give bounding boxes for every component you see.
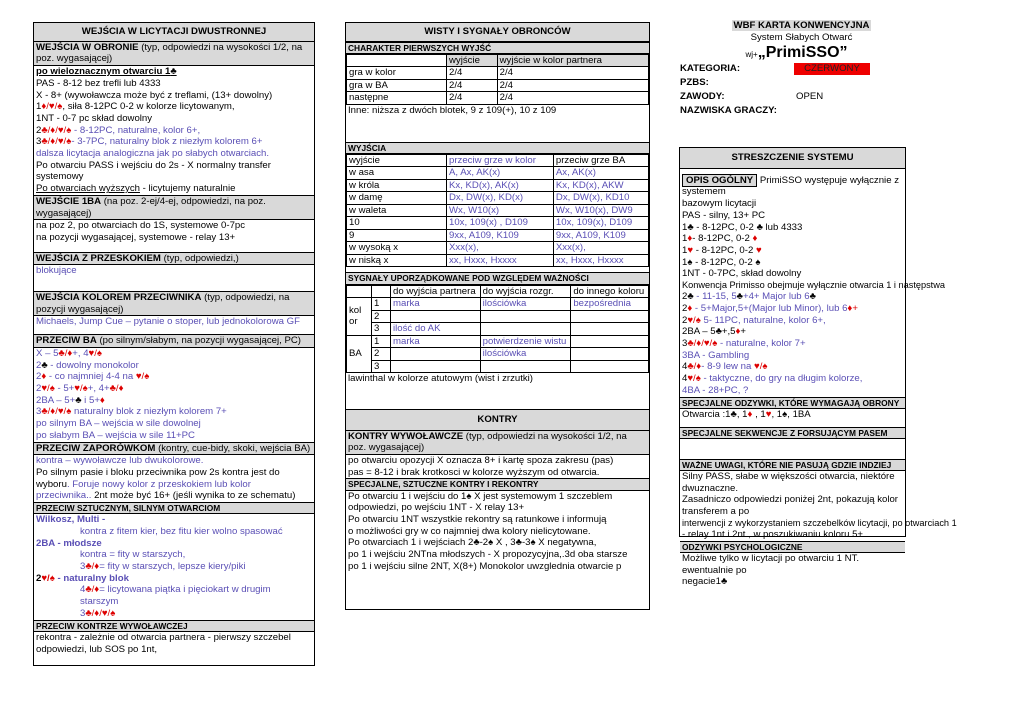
text-line: po 1 i wejściu 2NTna młodszych - X propozycyjna,.3d oba starsze [348, 549, 628, 561]
text-line: 4♣/♦= licytowana piątka i pięciokart w drugim [80, 584, 271, 596]
signals-note: lawinthal w kolorze atutowym (wist i zrzutki) [348, 373, 533, 385]
table-cell: gra w BA [347, 79, 447, 92]
name-prefix: wj+ [745, 50, 758, 60]
table-cell [480, 360, 571, 373]
special-bids-title: SPECJALNE ODZYWKI, KTÓRE WYMAGAJĄ OBRONY [680, 397, 905, 409]
system-name: „PrimiSSO” [757, 44, 848, 62]
table-cell: gra w kolor [347, 67, 447, 80]
doubles-title: KONTRY [346, 409, 649, 431]
text-line: na poz 2, po otwarciach do 1S, systemowe 0-7pc [36, 220, 246, 232]
table-cell: 2/4 [447, 79, 498, 92]
general-text: PrimiSSO występuje wyłącznie z systemem [682, 174, 899, 198]
text-line: Zasadniczo odpowiedzi poniżej 2nt, pokazują kolor transferem a po [682, 494, 898, 518]
table-cell [391, 348, 481, 361]
table-cell: A, Ax, AK(x) [447, 167, 554, 180]
leads-table [346, 154, 649, 268]
text-line: Konwencja Primisso obejmuje wyłącznie otwarcia 1 i następstwa [682, 280, 945, 291]
notes-title: WAŻNE UWAGI, KTÓRE NIE PASUJĄ GDZIE INDZIEJ [680, 459, 905, 471]
table-cell [571, 348, 649, 361]
vs-preempt-sub: (kontry, cue-bidy, skoki, wejścia BA) [158, 442, 311, 454]
text-line: Po otwarciach 1 i wejściach 2♣-2♠ X , 3♣-3♠ X negatywna, [348, 537, 597, 549]
text-line: o możliwości gry w co najmniej dwa kolory nielicytowane. [348, 525, 591, 537]
table-cell: przeciw grze w kolor [447, 154, 554, 167]
text-line: 3♣/♦/♥/♠ naturalny blok z niezłym kolorem 7+ [36, 406, 227, 418]
text-line: kontra = fity w starszych, [80, 549, 186, 561]
event-value: OPEN [796, 90, 824, 102]
text-line: 2♣ - dowolny monokolor [36, 359, 139, 371]
text-line: 2BA – 5+♣ i 5+♦ [36, 394, 105, 406]
table-cell [347, 54, 447, 67]
defense-entries-sub: (typ, odpowiedzi na wysokości 1/2, na poz. wygasającej) [36, 41, 303, 65]
vs-strong-title: PRZECIW SZTUCZNYM, SILNYM OTWARCIOM [34, 502, 314, 514]
table-cell: xx, Hxxx, Hxxxx [447, 254, 554, 267]
text-line: odpowiedzi, po wejściu 1NT - X relay 13+ [348, 502, 525, 514]
text-line: Po silnym pasie i bloku przeciwnika pow 2s kontra jest do [36, 466, 280, 478]
table-cell: Xxx(x), [447, 242, 554, 255]
vs-nt-sub: (po silnym/słabym, na pozycji wygasającej, PC) [99, 335, 301, 347]
table-cell: do wyjścia rozgr. [480, 285, 571, 298]
vs-preempt-title: PRZECIW ZAPORÓWKOM [36, 442, 156, 454]
table-cell [571, 323, 649, 336]
middle-panel [345, 22, 650, 610]
table-cell: wyjście [447, 54, 498, 67]
table-cell: xx, Hxxx, Hxxxx [553, 254, 648, 267]
vs-nt-title: PRZECIW BA [36, 335, 97, 347]
text-line: blokujące [36, 265, 77, 277]
cue-entries-sub: (typ, odpowiedzi, na pozycji wygasającej) [36, 292, 290, 315]
text-line: negacie1♣ [682, 576, 728, 588]
table-cell: 2 [372, 310, 391, 323]
psych-title: ODZYWKI PSYCHOLOGICZNE [680, 541, 905, 553]
special-doubles-title: SPECJALNE, SZTUCZNE KONTRY I REKONTRY [346, 478, 649, 490]
table-cell: 10x, 109(x), D109 [553, 217, 648, 230]
jump-entries-sub: (typ, odpowiedzi,) [163, 252, 239, 264]
table-cell [480, 310, 571, 323]
text-line: systemowy [36, 171, 84, 183]
table-cell: w króla [347, 179, 447, 192]
text-line: wyboru. Foruje nowy kolor z przeskokiem lub kolor [36, 478, 251, 490]
pzbs-label: PZBS: [680, 76, 709, 88]
text-line: na pozycji wygasającej, systemowe - relay 13+ [36, 231, 236, 243]
table-cell: w asa [347, 167, 447, 180]
left-panel [33, 22, 315, 666]
text-line: 2♣/♦/♥/♠ - 8-12PC, naturalne, kolor 6+, [36, 124, 201, 136]
table-cell: Wx, W10(x) [447, 204, 554, 217]
text-line: 2♣ - 11-15, 5♣+4+ Major lub 6♣ [682, 291, 816, 303]
event-label: ZAWODY: [680, 90, 725, 102]
middle-panel-title: WISTY I SYGNAŁY OBRONCÓW [346, 23, 649, 42]
text-line: starszym [80, 596, 119, 608]
table-cell: 10x, 109(x) , D109 [447, 217, 554, 230]
text-line: kontra z fitem kier, bez fitu kier wolno spasować [80, 525, 283, 537]
text-line: 4♥/♠ - taktyczne, do gry na długim kolorze, [682, 373, 863, 385]
text-line: pas = 8-12 i brak krotkosci w kolorze wyższym od otwarcia. [348, 466, 600, 478]
text-line: Po otwarciu 1NT wszystkie rekontry są ratunkowe i informują [348, 514, 607, 526]
table-cell: 2 [372, 348, 391, 361]
text-line: kontra – wywoławcze lub dwukolorowe. [36, 455, 204, 467]
text-line: Po otwarciach wyższych - licytujemy naturalnie [36, 183, 236, 195]
text-line: PAS - 8-12 bez trefli lub 4333 [36, 77, 161, 89]
table-cell: Kx, KD(x), AK(x) [447, 179, 554, 192]
text-line: 3BA - Gambling [682, 349, 750, 361]
text-line: przeciwnika.. 2nt może być 16+ (jeśli wynika to ze schematu) [36, 490, 296, 502]
category-value: CZERWONY [794, 63, 870, 75]
text-line: 4♣/♦- 8-9 lew na ♥/♠ [682, 361, 768, 373]
text-line: Po otwarciu PASS i wejściu do 2s - X normalny transfer [36, 159, 271, 171]
lead-note: Inne: niższa z dwóch blotek, 9 z 109(+), 10 z 109 [348, 104, 557, 116]
text-line: 1♠ - 8-12PC, 0-2 ♠ [682, 256, 761, 268]
jump-entries-title: WEJŚCIA Z PRZESKOKIEM [36, 252, 161, 264]
table-cell: 2/4 [497, 92, 648, 105]
players-label: NAZWISKA GRACZY: [680, 104, 777, 116]
table-cell: potwierdzenie wistu [480, 335, 571, 348]
table-cell: do innego koloru [571, 285, 649, 298]
text-line: 2BA - młodsze [36, 537, 102, 549]
text-line: 2BA – 5♣+,5♦+ [682, 326, 747, 338]
table-cell [391, 360, 481, 373]
lead-char-title: CHARAKTER PIERWSZYCH WYJŚĆ [346, 42, 649, 54]
1nt-entry-sub: (na poz. 2-ej/4-ej, odpowiedzi, na poz. wygasającej) [36, 195, 266, 219]
defense-entries-title: WEJŚCIA W OBRONIE [36, 41, 139, 53]
table-cell: Dx, DW(x), KD10 [553, 192, 648, 205]
table-cell: 2/4 [447, 67, 498, 80]
table-cell: Ax, AK(x) [553, 167, 648, 180]
lead-char-table [346, 54, 649, 105]
system-line: System Słabych Otwarć [750, 31, 853, 43]
text-line: po słabym BA – wejścia w sile 11+PC [36, 429, 195, 441]
table-cell: 9 [347, 229, 447, 242]
text-line: po otwarciu opozycji X oznacza 8+ i kartę spoza zakresu (pas) [348, 454, 614, 466]
text-line: PAS - silny, 13+ PC [682, 209, 766, 221]
table-cell [391, 310, 481, 323]
text-line: dalsza licytacja analogiczna jak po słabych otwarciach. [36, 148, 270, 160]
table-cell [571, 310, 649, 323]
text-line: X – 5♣/♦+, 4♥/♠ [36, 347, 103, 359]
table-cell: 9xx, A109, K109 [447, 229, 554, 242]
table-cell [372, 285, 391, 298]
forcing-pass-title: SPECJALNE SEKWENCJE Z FORSUJĄCYM PASEM [680, 427, 905, 439]
table-cell [571, 360, 649, 373]
after-1c-heading: po wieloznacznym otwarciu 1♣ [36, 66, 177, 78]
text-line: po silnym BA – wejścia w sile dowolnej [36, 418, 201, 430]
table-cell: ilość do AK [391, 323, 481, 336]
table-cell: 9xx, A109, K109 [553, 229, 648, 242]
table-cell: w niską x [347, 254, 447, 267]
table-cell: kol or [347, 298, 372, 336]
table-cell: przeciw grze BA [553, 154, 648, 167]
text-line: 2♥/♠ - naturalny blok [36, 572, 129, 584]
text-line: 1♦- 8-12PC, 0-2 ♦ [682, 233, 758, 245]
text-line: 2♦ - co najmniej 4-4 na ♥/♠ [36, 371, 150, 383]
text-line: 1♦/♥/♠, siła 8-12PC 0-2 w kolorze licytowanym, [36, 101, 235, 113]
takeout-doubles-title: KONTRY WYWOŁAWCZE [348, 430, 464, 442]
table-cell: w waleta [347, 204, 447, 217]
table-cell: wyjście w kolor partnera [497, 54, 648, 67]
text-line: bazowym licytacji [682, 198, 757, 210]
table-cell [347, 285, 372, 298]
table-cell: do wyjścia partnera [391, 285, 481, 298]
text-line: 1♣ - 8-12PC, 0-2 ♣ lub 4333 [682, 221, 803, 233]
text-line: 2♥/♠ 5- 11PC, naturalne, kolor 6+, [682, 314, 826, 326]
text-line: Po otwarciu 1 i wejściu do 1♠ X jest systemowym 1 szczeblem [348, 490, 613, 502]
table-cell: ilościówka [480, 348, 571, 361]
leads-title: WYJŚCIA [346, 142, 649, 154]
table-cell: Xxx(x), [553, 242, 648, 255]
card-header [680, 20, 903, 119]
text-line: 3♣/♦/♥/♠- 3-7PC, naturalny blok z niezłym kolorem 6+ [36, 136, 263, 148]
table-cell: 1 [372, 298, 391, 311]
table-cell: bezpośrednia [571, 298, 649, 311]
table-cell: w wysoką x [347, 242, 447, 255]
table-cell: wyjście [347, 154, 447, 167]
table-cell: BA [347, 335, 372, 373]
table-cell: ilościówka [480, 298, 571, 311]
cue-entries-title: WEJŚCIA KOLOREM PRZECIWNIKA [36, 292, 202, 304]
table-cell: 3 [372, 360, 391, 373]
text-line: odpowiedzi, lub SOS po 1nt, [36, 643, 158, 655]
text-line: 1NT - 0-7PC, skład dowolny [682, 268, 802, 280]
table-cell: marka [391, 335, 481, 348]
table-cell: następne [347, 92, 447, 105]
category-label: KATEGORIA: [680, 62, 741, 74]
takeout-doubles-sub: (typ, odpowiedzi na wysokości 1/2, na poz. wygasającej) [348, 430, 627, 454]
signals-title: SYGNAŁY UPORZĄDKOWANE POD WZGLĘDEM WAŻNOŚCI [346, 272, 649, 284]
table-cell: 1 [372, 335, 391, 348]
text-line: X - 8+ (wywoławcza może być z treflami, (13+ dowolny) [36, 89, 273, 101]
table-cell: 2/4 [497, 79, 648, 92]
text-line: 3♣/♦= fity w starszych, lepsze kiery/piki [80, 561, 246, 573]
text-line: 1♥ - 8-12PC, 0-2 ♥ [682, 244, 762, 256]
text-line: 2♥/♠ - 5+♥/♠+, 4+♣/♦ [36, 382, 124, 394]
table-cell: Dx, DW(x), KD(x) [447, 192, 554, 205]
text-line: Otwarcia :1♣, 1♦ , 1♥, 1♠, 1BA [682, 408, 811, 420]
table-cell: 3 [372, 323, 391, 336]
text-line: rekontra - zależnie od otwarcia partnera - pierwszy szczebel [36, 631, 291, 643]
text-line: 3♣/♦/♥/♠ [80, 607, 116, 619]
table-cell: 2/4 [447, 92, 498, 105]
1nt-entry-title: WEJŚCIE 1BA [36, 195, 102, 207]
text-line: 4BA - 28+PC, ? [682, 384, 749, 396]
table-cell: Wx, W10(x), DW9 [553, 204, 648, 217]
table-cell [571, 335, 649, 348]
table-cell [480, 323, 571, 336]
signals-table [346, 285, 649, 374]
table-cell: 10 [347, 217, 447, 230]
text-line: Michaels, Jump Cue – pytanie o stoper, lub jednokolorowa GF [36, 316, 300, 328]
table-cell: 2/4 [497, 67, 648, 80]
text-line: - relay 1nt i 2nt , w poszukiwaniu koloru 5+. [682, 529, 866, 541]
text-line: 2♦ - 5+Major,5+(Major lub Minor), lub 6♦+ [682, 302, 858, 314]
text-line: 3♣/♦/♥/♠ - naturalne, kolor 7+ [682, 338, 806, 350]
right-panel [679, 147, 957, 588]
wbf-title: WBF KARTA KONWENCYJNA [733, 20, 870, 31]
table-cell: w damę [347, 192, 447, 205]
text-line: po 1 i wejściu silne 2NT, X(8+) Monokolor uwzglednia otwarcie p [348, 560, 622, 572]
text-line: Możliwe tylko w licytacji po otwarciu 1 NT. ewentualnie po [682, 553, 860, 576]
summary-title: STRESZCZENIE SYSTEMU [680, 148, 905, 169]
text-line: 1NT - 0-7 pc skład dowolny [36, 112, 153, 124]
vs-takeout-title: PRZECIW KONTRZE WYWOŁAWCZEJ [34, 620, 314, 632]
general-label: OPIS OGÓLNY [682, 174, 757, 187]
left-panel-title: WEJŚCIA W LICYTACJI DWUSTRONNEJ [34, 23, 314, 42]
text-line: Wilkosz, Multi - [36, 514, 106, 526]
text-line: interwencji z wykorzystaniem szczebelków licytacji, po otwarciach 1 [682, 517, 957, 528]
text-line: Silny PASS, słabe w większości otwarcia, niektóre dwuznaczne. [682, 471, 895, 494]
table-cell: marka [391, 298, 481, 311]
table-cell: Kx, KD(x), AKW [553, 179, 648, 192]
